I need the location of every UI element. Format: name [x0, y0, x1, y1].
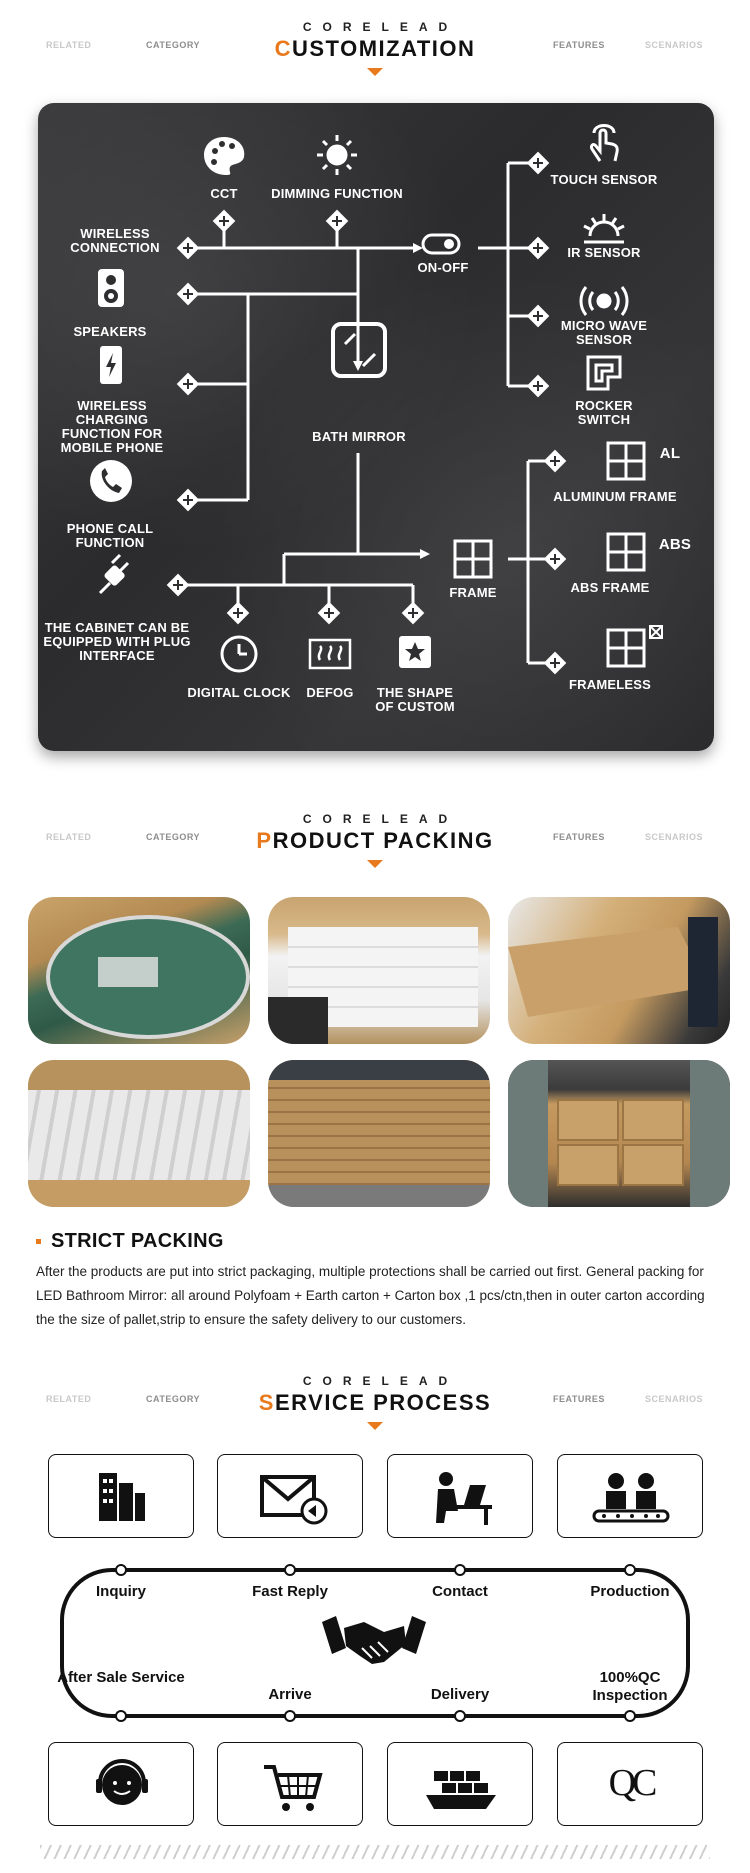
palette-icon — [204, 137, 244, 175]
nav-category[interactable]: CATEGORY — [146, 1394, 201, 1404]
aluminum-frame-icon — [608, 443, 644, 479]
step-box-qc — [557, 1742, 703, 1826]
label-cct: CCT — [210, 186, 238, 201]
nav-category[interactable]: CATEGORY — [146, 40, 201, 50]
nav-related[interactable]: RELATED — [46, 832, 92, 842]
label-aluminum-frame: ALUMINUM FRAME — [553, 489, 677, 504]
nav-related[interactable]: RELATED — [46, 40, 92, 50]
step-label-arrive: Arrive — [268, 1686, 312, 1703]
customization-diagram — [38, 103, 714, 751]
label-plug: THE CABINET CAN BE EQUIPPED WITH PLUG INTERFACE — [43, 620, 191, 663]
step-label-contact: Contact — [432, 1583, 488, 1600]
shopping-cart-icon — [218, 1743, 364, 1827]
step-label-inquiry: Inquiry — [95, 1583, 146, 1600]
packing-photo-foam — [268, 897, 490, 1044]
hatched-divider — [40, 1845, 710, 1859]
section-title: CUSTOMIZATION — [274, 36, 476, 61]
label-frame: FRAME — [449, 585, 497, 600]
speaker-icon — [98, 269, 124, 307]
frame-icon — [455, 541, 491, 577]
mail-reply-icon — [218, 1455, 364, 1539]
label-touch-sensor: TOUCH SENSOR — [550, 172, 658, 187]
boxed-mirrors-photo — [28, 1060, 250, 1207]
packing-photo-boxed-mirrors — [28, 1060, 250, 1207]
workers-conveyor-icon — [558, 1455, 704, 1539]
headset-support-icon — [49, 1743, 195, 1827]
step-label-fast-reply: Fast Reply — [252, 1583, 328, 1600]
step-box-after-sale — [48, 1742, 194, 1826]
carton-photo — [508, 897, 730, 1044]
step-label-qc-inspection: 100%QC Inspection — [592, 1669, 668, 1704]
nav-scenarios[interactable]: SCENARIOS — [645, 40, 704, 50]
label-shape: THE SHAPE OF CUSTOM — [375, 685, 455, 714]
brand-name: CORELEAD — [302, 20, 459, 34]
pallets-photo — [268, 1060, 490, 1207]
phone-charging-icon — [100, 346, 122, 384]
step-box-inquiry — [48, 1454, 194, 1538]
label-ir-sensor: IR SENSOR — [567, 245, 641, 260]
nav-features[interactable]: FEATURES — [553, 1394, 605, 1404]
packing-header — [0, 810, 750, 870]
down-arrow-icon — [367, 1422, 383, 1430]
nav-features[interactable]: FEATURES — [553, 832, 605, 842]
service-header — [0, 1372, 750, 1432]
section-title: SERVICE PROCESS — [258, 1390, 492, 1415]
phone-call-icon — [90, 460, 132, 502]
step-box-production — [557, 1454, 703, 1538]
nav-category[interactable]: CATEGORY — [146, 832, 201, 842]
nav-scenarios[interactable]: SCENARIOS — [645, 832, 704, 842]
packing-photo-container — [508, 1060, 730, 1207]
step-box-delivery — [387, 1742, 533, 1826]
label-abs-frame: ABS FRAME — [570, 580, 650, 595]
label-frameless: FRAMELESS — [569, 677, 651, 692]
process-loop — [0, 1540, 750, 1750]
packing-photo-round-mirror — [28, 897, 250, 1044]
bullet-icon — [36, 1239, 41, 1244]
plug-icon — [100, 555, 128, 593]
label-rocker-switch: ROCKER SWITCH — [575, 398, 633, 427]
step-label-delivery: Delivery — [430, 1686, 490, 1703]
label-wireless-charging: WIRELESS CHARGING FUNCTION FOR MOBILE PHONE — [60, 398, 164, 455]
label-wireless-connection: WIRELESS CONNECTION — [70, 226, 160, 255]
packing-photo-carton — [508, 897, 730, 1044]
touch-hand-icon — [591, 126, 617, 162]
down-arrow-icon — [367, 860, 383, 868]
round-mirror-photo — [28, 897, 250, 1044]
step-label-after-sale: After Sale Service — [57, 1669, 185, 1686]
sun-icon — [317, 135, 357, 175]
label-al-tag: AL — [659, 445, 681, 462]
section-title: PRODUCT PACKING — [256, 828, 494, 853]
label-bath-mirror: BATH MIRROR — [312, 429, 406, 444]
qc-mark: QC — [608, 1762, 654, 1804]
brand-name: CORELEAD — [302, 1374, 459, 1388]
label-speakers: SPEAKERS — [73, 324, 147, 339]
nav-scenarios[interactable]: SCENARIOS — [645, 1394, 704, 1404]
down-arrow-icon — [367, 68, 383, 76]
strict-packing-title: STRICT PACKING — [36, 1230, 224, 1253]
container-photo — [508, 1060, 730, 1207]
label-abs-tag: ABS — [658, 536, 692, 553]
abs-frame-icon — [608, 534, 644, 570]
nav-related[interactable]: RELATED — [46, 1394, 92, 1404]
frameless-icon — [608, 626, 662, 666]
office-worker-icon — [388, 1455, 534, 1539]
building-icon — [49, 1455, 195, 1539]
handshake-icon — [322, 1616, 426, 1664]
microwave-sensor-icon — [581, 287, 627, 315]
label-dimming: DIMMING FUNCTION — [271, 186, 403, 201]
strict-packing-text: After the products are put into strict packaging, multiple protections shall be carried out first. General packing for LED Bathroom Mirror: all around Polyfoam + Earth carton + Carton box ,1 pcs/ctn,then in outer carton according the the size of pallet,strip to ensure the safety delivery to our customers. — [36, 1264, 705, 1327]
cargo-ship-icon — [388, 1743, 534, 1827]
step-label-production: Production — [590, 1583, 670, 1600]
label-defog: DEFOG — [306, 685, 354, 700]
label-on-off: ON-OFF — [417, 260, 469, 275]
label-digital-clock: DIGITAL CLOCK — [187, 685, 291, 700]
toggle-icon — [423, 235, 459, 253]
packing-photo-pallets — [268, 1060, 490, 1207]
brand-name: CORELEAD — [302, 812, 459, 826]
label-microwave-sensor: MICRO WAVE SENSOR — [560, 318, 648, 347]
step-box-arrive — [217, 1742, 363, 1826]
ir-sensor-icon — [584, 214, 624, 242]
label-phone-call: PHONE CALL FUNCTION — [66, 521, 154, 550]
rocker-switch-icon — [588, 357, 620, 389]
foam-photo — [268, 897, 490, 1044]
step-box-contact — [387, 1454, 533, 1538]
customization-header — [0, 18, 750, 78]
nav-features[interactable]: FEATURES — [553, 40, 605, 50]
defog-icon — [310, 640, 350, 668]
star-shape-icon — [399, 636, 431, 668]
clock-icon — [222, 637, 256, 671]
step-box-fast-reply — [217, 1454, 363, 1538]
